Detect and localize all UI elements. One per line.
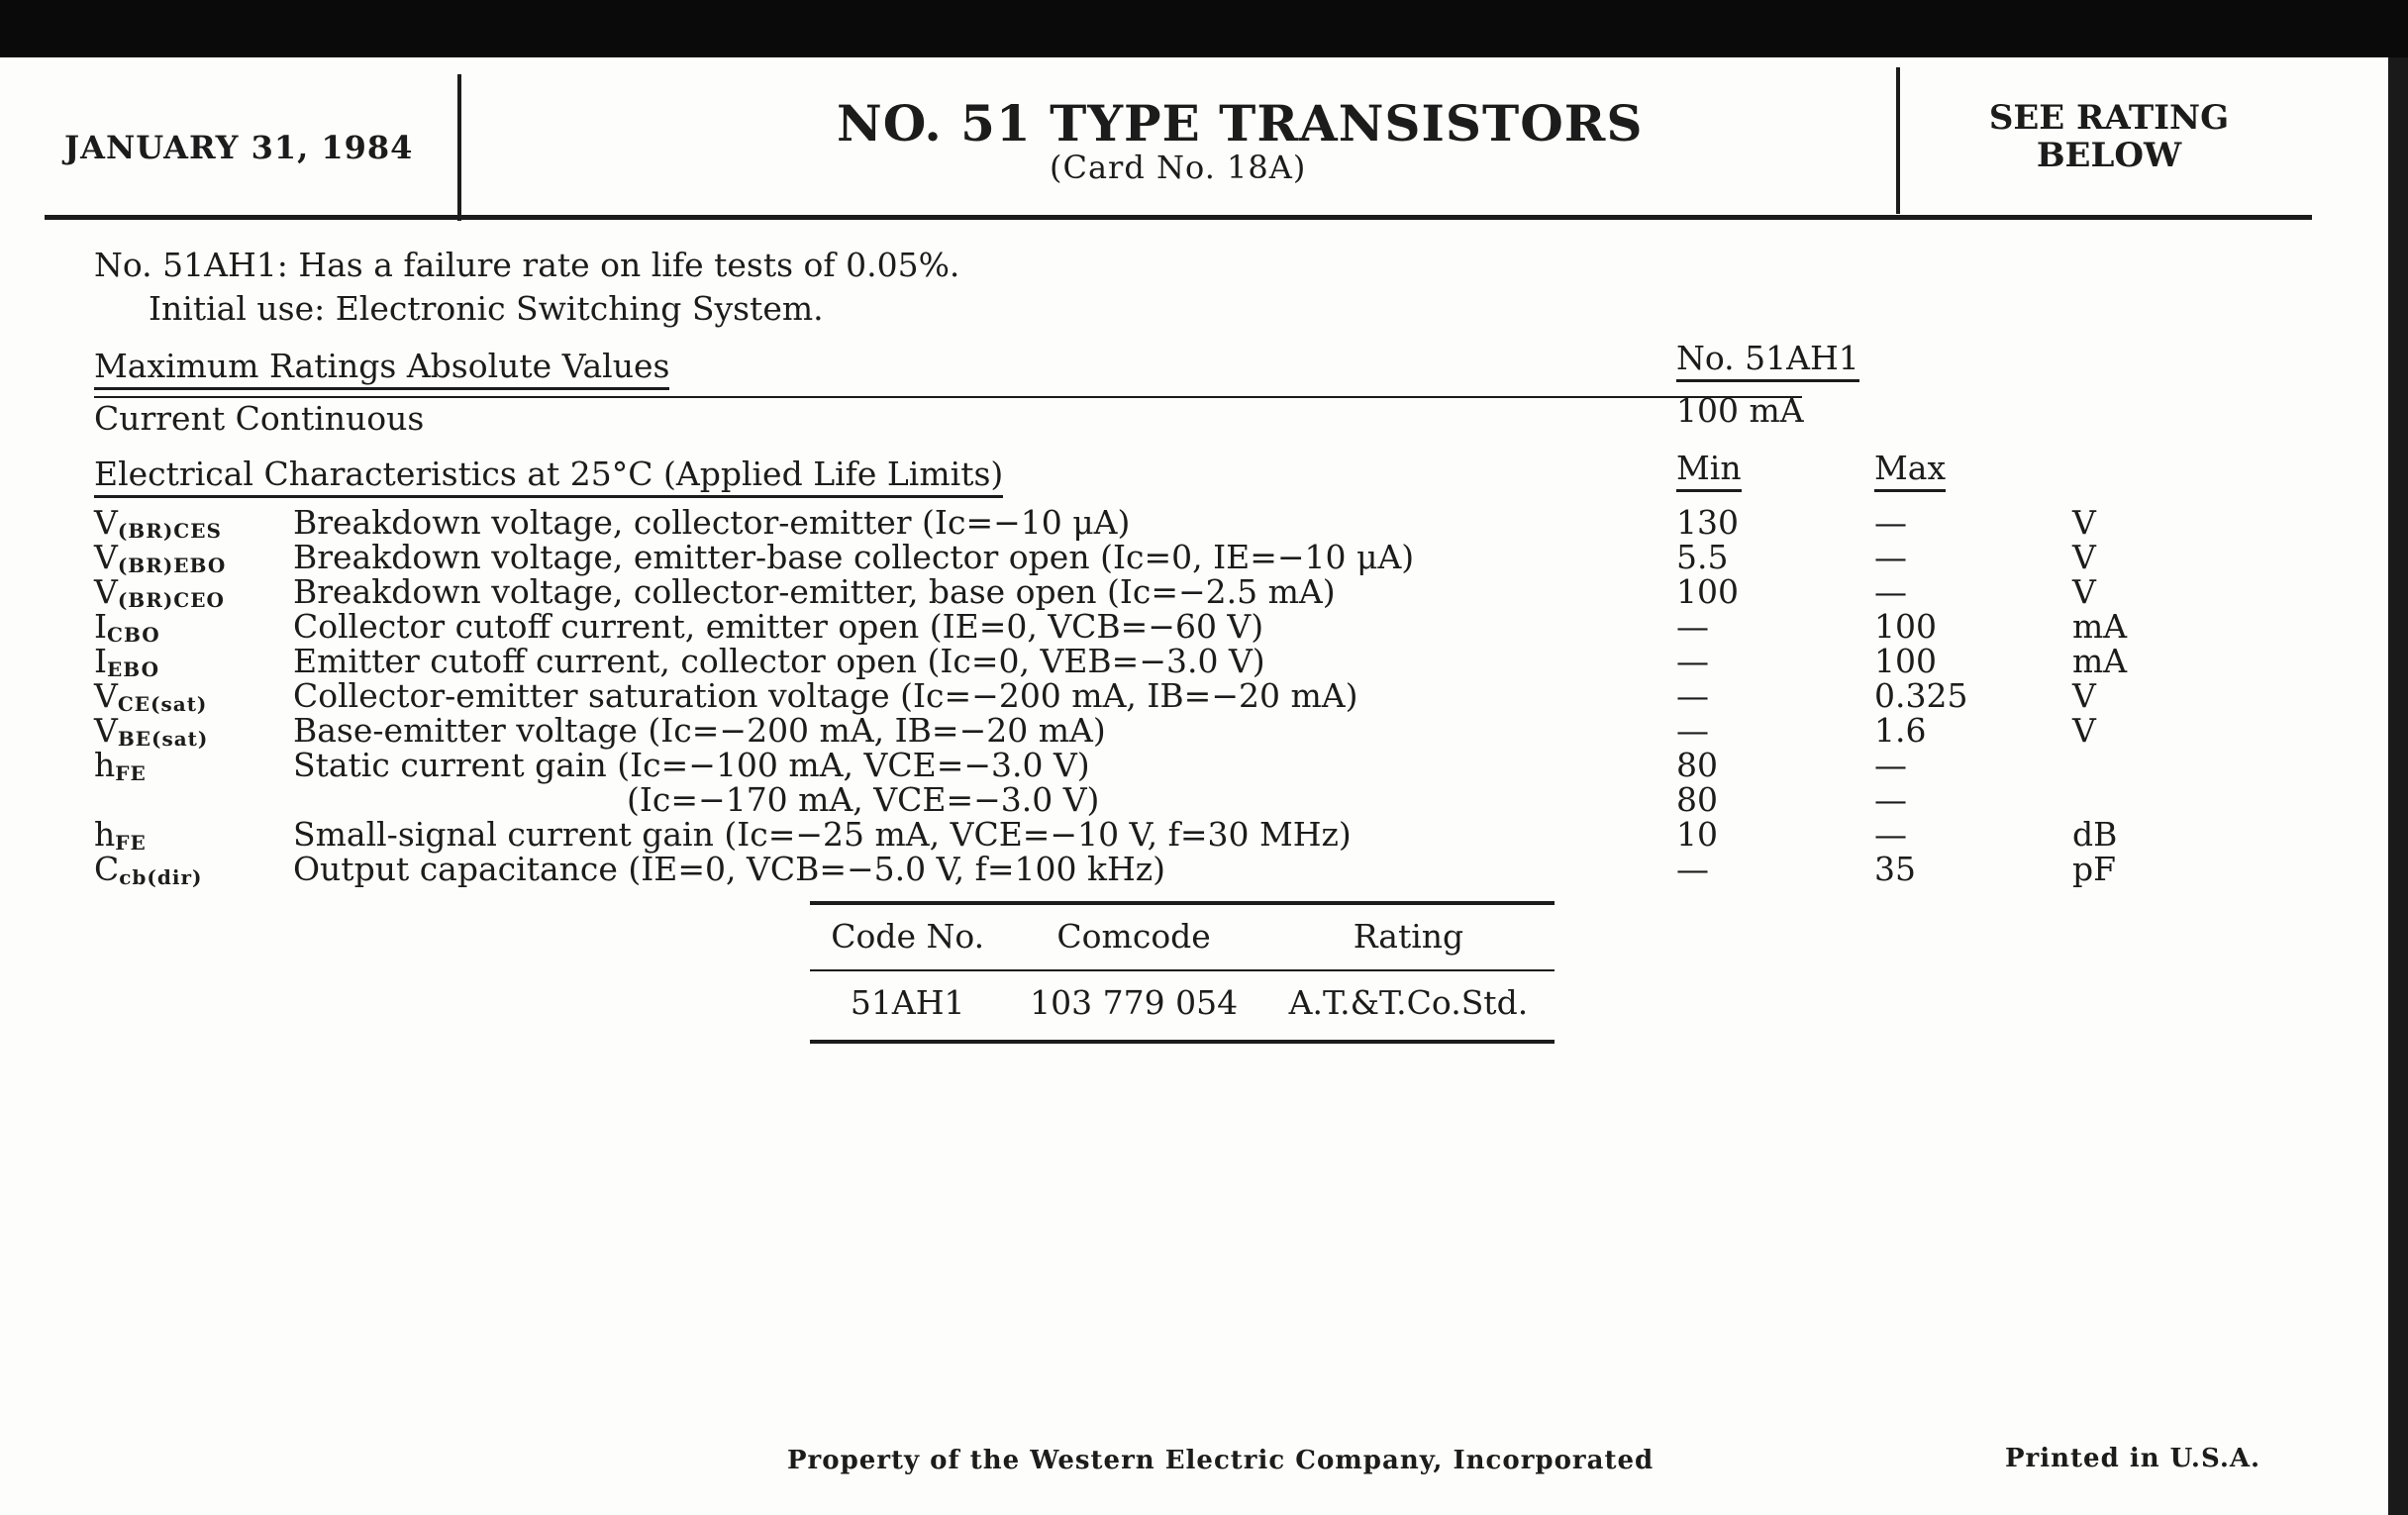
symbol: $h_{FE}$ [94,815,147,855]
code-column-heading: No. 51AH1 [1676,339,1859,382]
max-value: 35 [1874,850,1916,888]
symbol: $V_{BE(sat)}$ [94,711,209,751]
unit: V [2072,676,2096,715]
symbol: $h_{FE}$ [94,746,147,785]
unit: pF [2072,850,2117,888]
max-value: — [1874,538,1907,576]
parameter-description: Output capacitance (IE=0, VCB=−5.0 V, f=100 kHz) [293,850,1166,888]
max-value: 1.6 [1874,711,1927,750]
min-value: — [1676,642,1709,680]
failure-rate-note: No. 51AH1: Has a failure rate on life tests of 0.05%. [94,246,960,284]
max-value: — [1874,746,1907,784]
header-divider-right [1896,67,1900,214]
rating-note: SEE RATING BELOW [1988,98,2230,175]
parameter-description: Collector-emitter saturation voltage (Ic=−200 mA, IB=−20 mA) [293,676,1358,715]
min-value: 10 [1676,815,1718,854]
max-value: 100 [1874,642,1937,680]
parameter-description: Collector cutoff current, emitter open (IE=0, VCB=−60 V) [293,607,1264,646]
code-no-header: Code No. [831,917,985,956]
issue-date: JANUARY 31, 1984 [64,129,414,166]
initial-use-note: Initial use: Electronic Switching System. [149,289,824,328]
symbol: $V_{(BR)CEO}$ [94,572,225,612]
header-rule [45,215,2312,220]
min-value: — [1676,607,1709,646]
unit: mA [2072,607,2128,646]
parameter-description: Breakdown voltage, collector-emitter, base open (Ic=−2.5 mA) [293,572,1336,611]
property-notice: Property of the Western Electric Company, Incorporated [787,1446,1655,1475]
code-table [810,901,1555,1044]
min-value: — [1676,711,1709,750]
card-edge [2388,57,2408,1515]
parameter-description: Small-signal current gain (Ic=−25 mA, VCE=−10 V, f=30 MHz) [293,815,1352,854]
parameter-description: (Ic=−170 mA, VCE=−3.0 V) [627,780,1100,819]
max-value: 0.325 [1874,676,1968,715]
min-value: 130 [1676,503,1739,542]
printed-notice: Printed in U.S.A. [2005,1444,2261,1473]
unit: V [2072,711,2096,750]
ratings-rule [94,396,1802,398]
max-value: — [1874,503,1907,542]
min-value: 100 [1676,572,1739,611]
unit: V [2072,572,2096,611]
symbol: $I_{EBO}$ [94,642,159,681]
rating-header: Rating [1353,917,1464,956]
table-row [810,970,1555,1042]
min-value: 80 [1676,746,1718,784]
parameter-description: Static current gain (Ic=−100 mA, VCE=−3.0 V) [293,746,1090,784]
min-value: 80 [1676,780,1718,819]
unit: V [2072,503,2096,542]
comcode-header: Comcode [1056,917,1211,956]
unit: mA [2072,642,2128,680]
max-value: — [1874,780,1907,819]
code-no-cell: 51AH1 [850,983,965,1022]
max-value: — [1874,572,1907,611]
symbol: $V_{CE(sat)}$ [94,676,208,716]
header-divider-left [457,74,461,221]
card-number: (Card No. 18A) [1050,149,1307,186]
parameter-description: Emitter cutoff current, collector open (Ic=0, VEB=−3.0 V) [293,642,1265,680]
max-value: — [1874,815,1907,854]
max-value: 100 [1874,607,1937,646]
max-ratings-heading: Maximum Ratings Absolute Values [94,347,669,390]
parameter-description: Breakdown voltage, emitter-base collector open (Ic=0, IE=−10 μA) [293,538,1415,576]
max-column-heading: Max [1874,449,1946,492]
min-value: — [1676,850,1709,888]
parameter-description: Base-emitter voltage (Ic=−200 mA, IB=−20 mA) [293,711,1106,750]
symbol: $I_{CBO}$ [94,607,160,647]
symbol: $V_{(BR)EBO}$ [94,538,227,577]
symbol: $V_{(BR)CES}$ [94,503,222,543]
rating-cell: A.T.&T.Co.Std. [1288,983,1529,1022]
unit: V [2072,538,2096,576]
unit: dB [2072,815,2118,854]
min-value: — [1676,676,1709,715]
comcode-cell: 103 779 054 [1030,983,1239,1022]
parameter-description: Breakdown voltage, collector-emitter (Ic=−10 μA) [293,503,1131,542]
current-continuous-label: Current Continuous [94,399,425,438]
electrical-heading: Electrical Characteristics at 25°C (Applied Life Limits) [94,454,1003,498]
current-continuous-value: 100 mA [1676,391,1804,430]
symbol: $C_{cb(dir)}$ [94,850,203,889]
page-title: NO. 51 TYPE TRANSISTORS [837,94,1644,152]
min-value: 5.5 [1676,538,1729,576]
min-column-heading: Min [1676,449,1742,492]
